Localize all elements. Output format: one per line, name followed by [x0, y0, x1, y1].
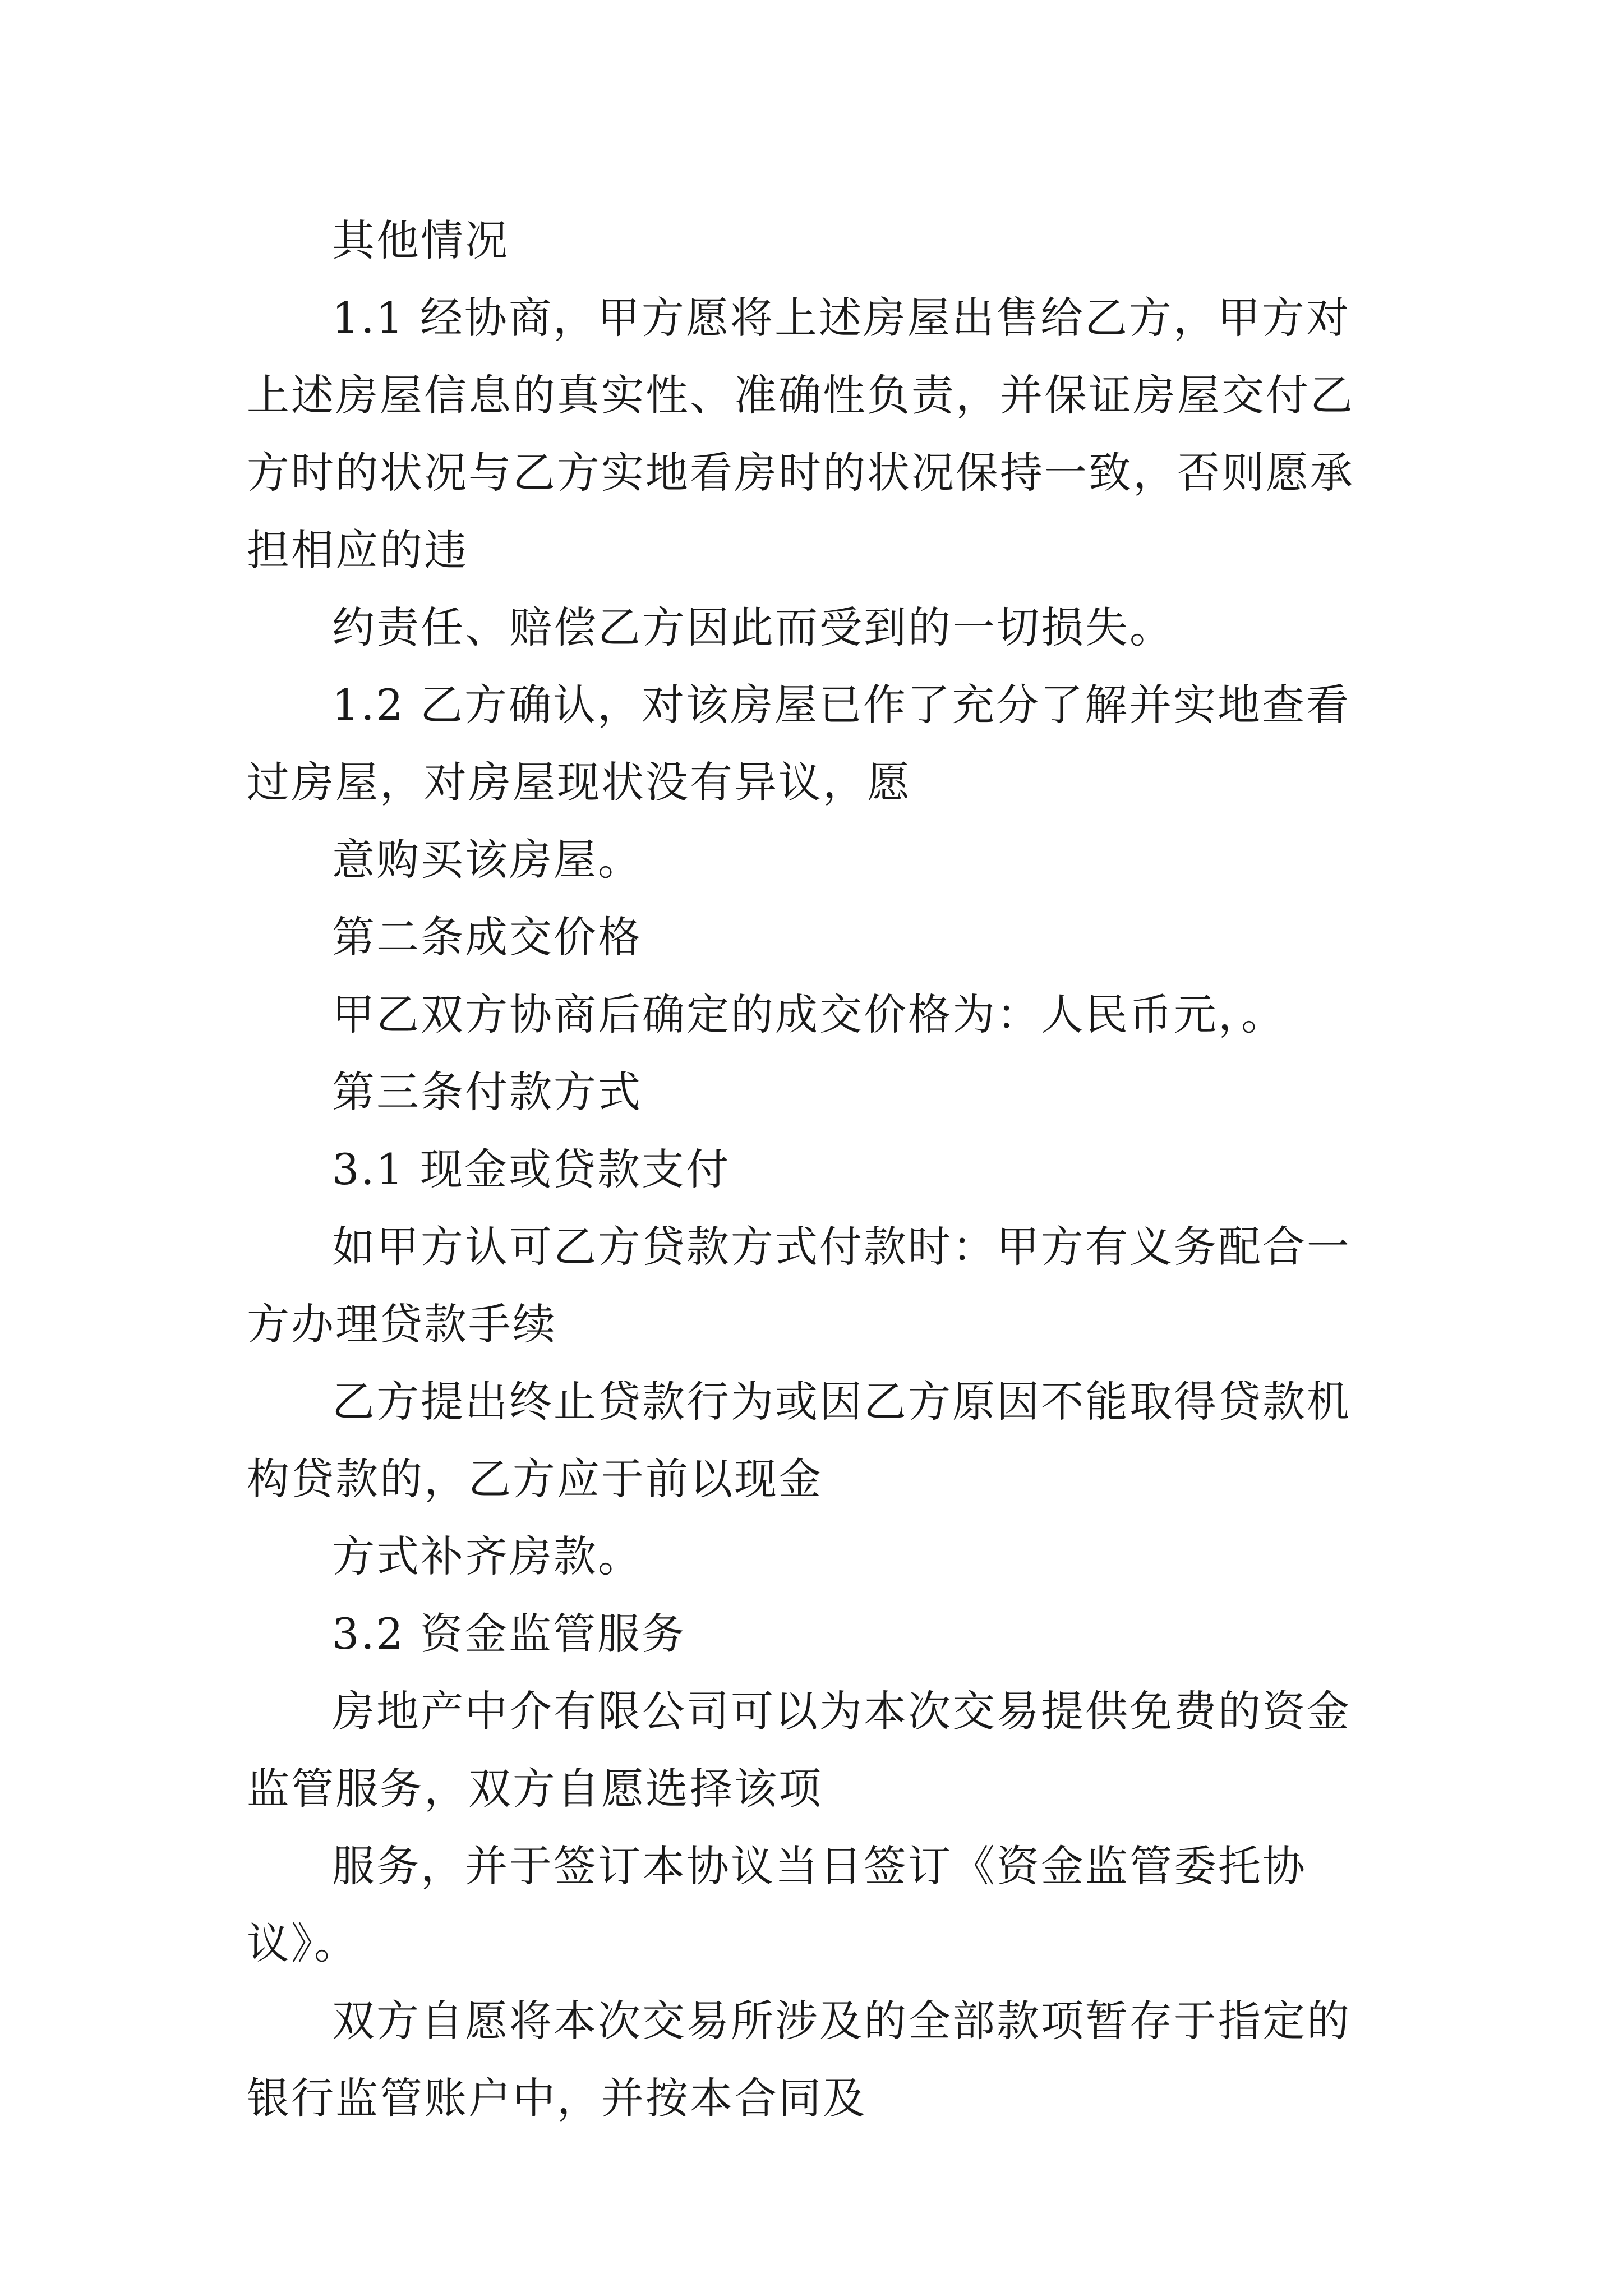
paragraph-loan-termination-cont: 方式补齐房款。: [332, 1531, 642, 1581]
heading-article-3: 第三条付款方式: [332, 1067, 642, 1117]
paragraph-escrow-account: 双方自愿将本次交易所涉及的全部款项暂存于指定的银行监管账户中，并按本合同及: [247, 1996, 1351, 2123]
paragraph-clause-1-1-cont: 约责任、赔偿乙方因此而受到的一切损失。: [332, 602, 1174, 652]
paragraph-loan-cooperation: 如甲方认可乙方贷款方式付款时：甲方有义务配合一方办理贷款手续: [247, 1222, 1351, 1349]
paragraph-clause-1-1: 1.1 经协商，甲方愿将上述房屋出售给乙方，甲方对上述房屋信息的真实性、准确性负责，并保证房屋交付乙方时的状况与乙方实地看房时的状况保持一致，否则愿承担相应的违: [247, 293, 1354, 575]
paragraph-loan-termination: 乙方提出终止贷款行为或因乙方原因不能取得贷款机构贷款的，乙方应于前以现金: [247, 1377, 1351, 1504]
paragraph-price: 甲乙双方协商后确定的成交价格为：人民币元，。: [332, 990, 1285, 1039]
paragraph-clause-1-2-cont: 意购买该房屋。: [332, 835, 642, 885]
paragraph-clause-1-2: 1.2 乙方确认，对该房屋已作了充分了解并实地查看过房屋，对房屋现状没有异议，愿: [247, 680, 1351, 807]
paragraph-other-situations: 其他情况: [332, 215, 509, 265]
heading-article-2: 第二条成交价格: [332, 912, 642, 962]
heading-clause-3-2: 3.2 资金监管服务: [332, 1609, 686, 1659]
heading-clause-3-1: 3.1 现金或贷款支付: [332, 1144, 731, 1194]
document-body: [247, 202, 1385, 2137]
paragraph-escrow-agreement: 服务，并于签订本协议当日签订《资金监管委托协议》。: [247, 1841, 1307, 1968]
paragraph-escrow-service: 房地产中介有限公司可以为本次交易提供免费的资金监管服务，双方自愿选择该项: [247, 1686, 1351, 1814]
